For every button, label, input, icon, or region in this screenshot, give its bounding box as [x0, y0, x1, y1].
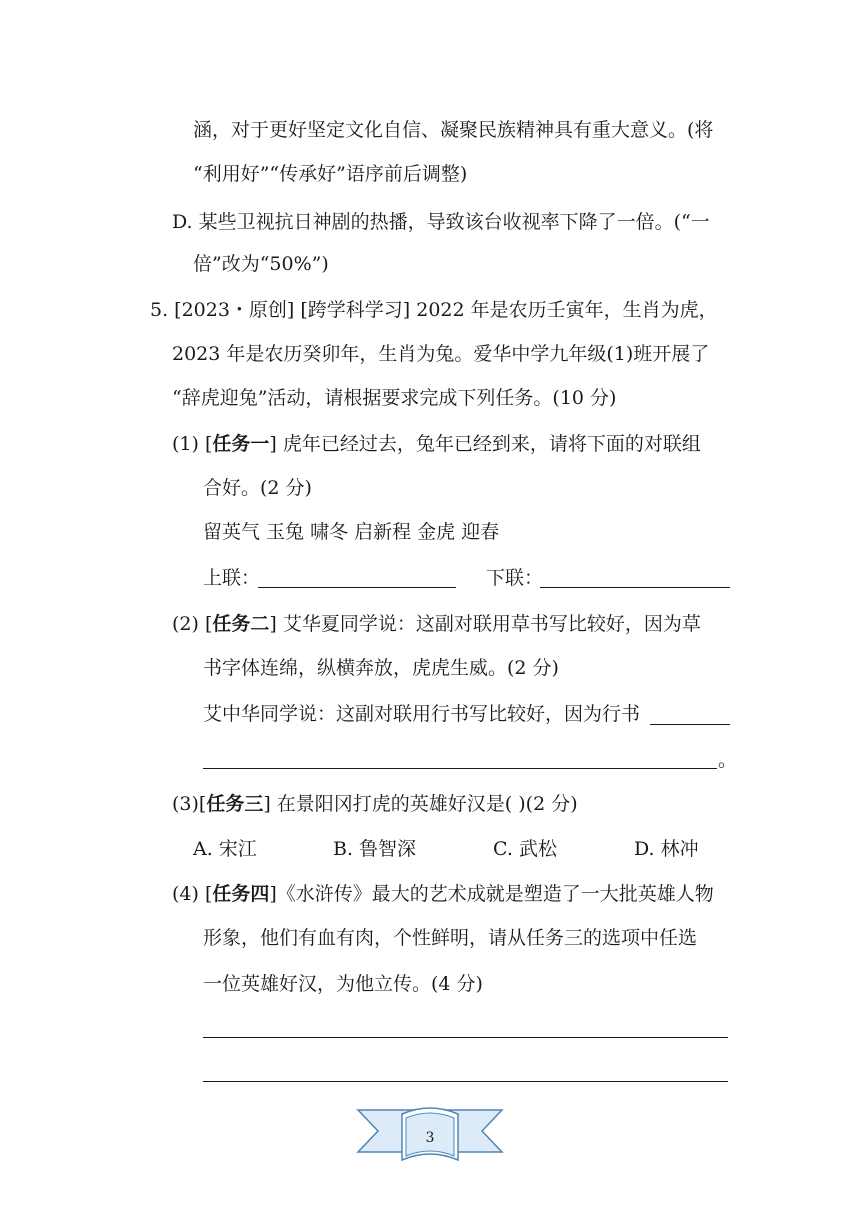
upper-couplet-answer-blank[interactable] — [258, 587, 456, 588]
lower-couplet-answer-blank[interactable] — [540, 587, 730, 588]
end-mark: 。 — [718, 749, 738, 771]
text-line: 艾中华同学说：这副对联用行书写比较好，因为行书 — [203, 703, 641, 725]
text-line: “辞虎迎兔”活动，请根据要求完成下列任务。(10 分) — [172, 387, 617, 409]
task-4-answer-line[interactable] — [203, 1037, 728, 1038]
task-text: ]《水浒传》最大的艺术成就是塑造了一大批英雄人物 — [269, 883, 714, 905]
task-tag: 任务一 — [212, 433, 270, 455]
task-4-prompt — [172, 882, 714, 906]
task-prefix: (1) [ — [172, 433, 213, 455]
option-d-line: D. 某些卫视抗日神剧的热播，导致该台收视率下降了一倍。(“一 — [172, 211, 710, 233]
task-2-prompt — [172, 612, 701, 636]
page-number: 3 — [425, 1130, 435, 1146]
task-prefix: (3)[ — [172, 793, 207, 815]
task-4-answer-line[interactable] — [203, 1081, 728, 1082]
question-5-heading: 5. [2023・原创] [跨学科学习] 2022 年是农历壬寅年，生肖为虎， — [150, 299, 718, 321]
couplet-word-bank: 留英气 玉兔 啸冬 启新程 金虎 迎春 — [203, 521, 500, 543]
task-text: ] 虎年已经过去，兔年已经到来，请将下面的对联组 — [269, 433, 701, 455]
text-line: 倍”改为“50%”) — [193, 253, 329, 275]
text-line: 合好。(2 分) — [203, 477, 312, 499]
text-line: 涵，对于更好坚定文化自信、凝聚民族精神具有重大意义。(将 — [193, 119, 714, 141]
text-line: 形象，他们有血有肉，个性鲜明，请从任务三的选项中任选 — [203, 927, 698, 949]
task-tag: 任务二 — [212, 613, 270, 635]
option-c[interactable]: C. 武松 — [493, 838, 557, 860]
text-line: 一位英雄好汉，为他立传。(4 分) — [203, 973, 483, 995]
task-tag: 任务三 — [206, 793, 264, 815]
task-tag: 任务四 — [212, 883, 270, 905]
task-prefix: (4) [ — [172, 883, 213, 905]
option-b[interactable]: B. 鲁智深 — [333, 838, 417, 860]
option-d[interactable]: D. 林冲 — [634, 838, 699, 860]
task-prefix: (2) [ — [172, 613, 213, 635]
option-a[interactable]: A. 宋江 — [193, 838, 257, 860]
task-3-prompt — [172, 792, 578, 816]
task-2-answer-blank[interactable] — [650, 724, 730, 725]
task-text: ] 艾华夏同学说：这副对联用草书写比较好，因为草 — [269, 613, 701, 635]
task-text: ] 在景阳冈打虎的英雄好汉是( )(2 分) — [263, 793, 578, 815]
text-line: 2023 年是农历癸卯年，生肖为兔。爱华中学九年级(1)班开展了 — [172, 343, 710, 365]
task-1-prompt — [172, 432, 701, 456]
upper-couplet-label: 上联： — [203, 567, 261, 589]
text-line: “利用好”“传承好”语序前后调整) — [193, 163, 468, 185]
lower-couplet-label: 下联： — [486, 567, 544, 589]
text-line: 书字体连绵，纵横奔放，虎虎生威。(2 分) — [203, 657, 559, 679]
task-2-answer-blank-line-2[interactable] — [203, 768, 717, 769]
